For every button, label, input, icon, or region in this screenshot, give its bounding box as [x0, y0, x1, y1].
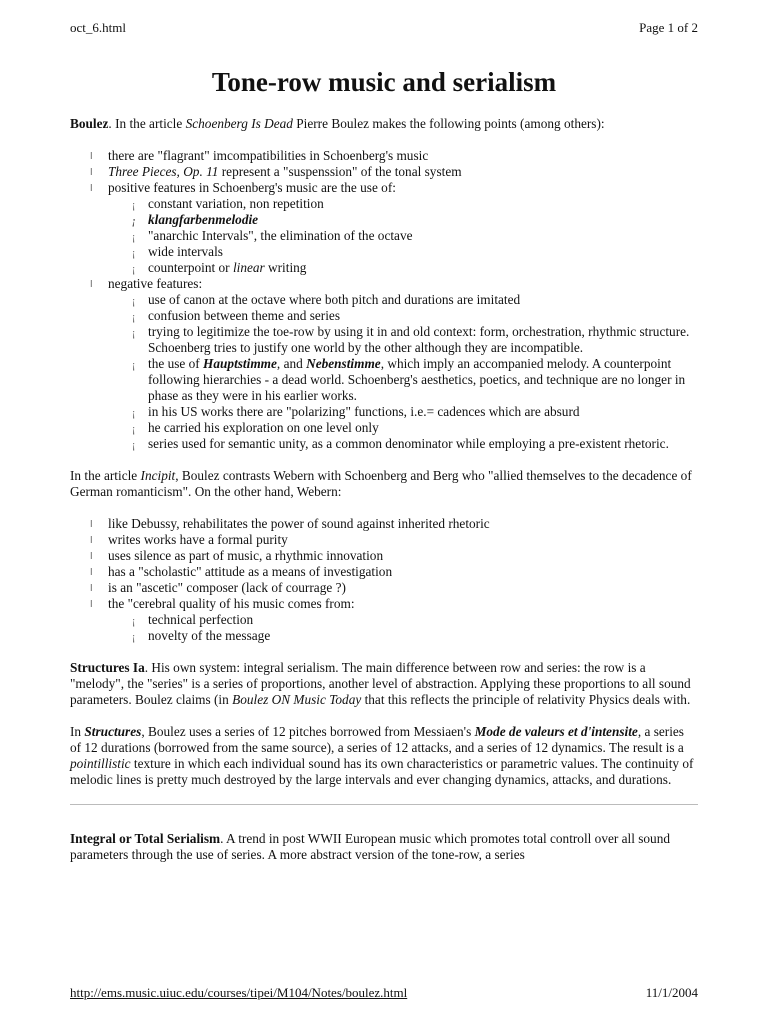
- text: , a series of 12 durations (borrowed from the same source), a series of 12 attacks, and a series of 12 dynamics. The result is a: [70, 724, 684, 755]
- list-item: ¡ technical perfection: [148, 612, 698, 628]
- lead-total-serialism: Integral or Total Serialism: [70, 831, 221, 846]
- text: represent a "suspenssion" of the tonal system: [218, 164, 462, 179]
- text: In: [70, 724, 85, 739]
- text: negative features:: [108, 276, 203, 291]
- negative-features-list: [108, 292, 698, 452]
- list-item: ¡ novelty of the message: [148, 628, 698, 644]
- cerebral-quality-list: [108, 612, 698, 644]
- text: . A trend in post WWII European music which promotes total controll over all sound parameters through the use of series. A more abstract version of the tone-row, a series: [70, 831, 671, 862]
- list-item: ¡ use of canon at the octave where both pitch and durations are imitated: [148, 292, 698, 308]
- webern-points-list: [70, 516, 698, 644]
- paragraph-structures: [70, 724, 698, 788]
- document-body: [70, 60, 698, 879]
- list-item: ¡ trying to legitimize the toe-row by using it in and old context: form, orchestration, rhythmic structure. Schoenberg tries to justify one world by the other although they are incompatible.: [148, 324, 698, 356]
- footer-date: 11/1/2004: [645, 985, 698, 1000]
- emphasis: pointillistic: [70, 756, 131, 771]
- list-item: [108, 180, 698, 276]
- text: . His own system: integral serialism. The main difference between row and series: the row is a "melody", the "series" is a series of proportions, another level of abstraction. Applying these proportions to all sound parameters. Boulez claims (in: [70, 660, 691, 707]
- list-item: ¡ in his US works there are "polarizing" functions, i.e.= cadences which are absurd: [148, 404, 698, 420]
- footer-url-link[interactable]: http://ems.music.uiuc.edu/courses/tipei/M104/Notes/boulez.html: [70, 985, 408, 1000]
- positive-features-list: [108, 196, 698, 276]
- header-page-number: Page 1 of 2: [639, 20, 698, 35]
- header-filename: oct_6.html: [70, 20, 126, 35]
- list-item: [108, 596, 698, 644]
- list-item: l uses silence as part of music, a rhythmic innovation: [108, 548, 698, 564]
- paragraph-incipit: [70, 468, 698, 500]
- list-item: ¡ confusion between theme and series: [148, 308, 698, 324]
- list-item: [108, 276, 698, 452]
- text: , Boulez uses a series of 12 pitches borrowed from Messiaen's: [141, 724, 475, 739]
- text: counterpoint or: [148, 260, 233, 275]
- list-item: l writes works have a formal purity: [108, 532, 698, 548]
- text: positive features in Schoenberg's music are the use of:: [108, 180, 396, 195]
- list-item: ¡ he carried his exploration on one level only: [148, 420, 698, 436]
- article-title: Schoenberg Is Dead: [185, 116, 293, 131]
- section-divider: [70, 804, 698, 805]
- text: , and: [276, 356, 307, 371]
- page-title: Tone-row music and serialism: [211, 67, 557, 97]
- schoenberg-points-list: [70, 148, 698, 452]
- list-item: ¡ "anarchic Intervals", the elimination of the octave: [148, 228, 698, 244]
- text: writing: [264, 260, 307, 275]
- list-item: l there are "flagrant" imcompatibilities in Schoenberg's music: [108, 148, 698, 164]
- paragraph-boulez-intro: [70, 116, 698, 132]
- list-item: ¡ constant variation, non repetition: [148, 196, 698, 212]
- term-hauptstimme: Hauptstimme: [203, 356, 277, 371]
- list-item: l has a "scholastic" attitude as a means of investigation: [108, 564, 698, 580]
- lead-boulez: Boulez: [70, 116, 109, 131]
- list-item: l like Debussy, rehabilitates the power of sound against inherited rhetoric: [108, 516, 698, 532]
- text: . In the article: [108, 116, 186, 131]
- text: Pierre Boulez makes the following points (among others):: [292, 116, 605, 131]
- term-nebenstimme: Nebenstimme: [306, 356, 381, 371]
- list-item: ¡ klangfarbenmelodie: [148, 212, 698, 228]
- work-title: Three Pieces, Op. 11: [108, 164, 219, 179]
- text: the "cerebral quality of his music comes from:: [108, 596, 355, 611]
- text: In the article: [70, 468, 141, 483]
- text: that this reflects the principle of relativity Physics deals with.: [361, 692, 691, 707]
- text: , which imply an accompanied melody. A counterpoint following hierarchies - a dead world. Schoenberg's aesthetics, poetics, and technique are no longer in phase as they were in his earlier works.: [148, 356, 686, 403]
- work-title: Structures: [84, 724, 142, 739]
- list-item: [108, 164, 698, 180]
- list-item: ¡ wide intervals: [148, 244, 698, 260]
- book-title: Boulez ON Music Today: [232, 692, 362, 707]
- list-item: [148, 260, 698, 276]
- list-item: [148, 356, 698, 404]
- paragraph-structures-ia: [70, 660, 698, 708]
- list-item: ¡ series used for semantic unity, as a common denominator while employing a pre-existent rhetoric.: [148, 436, 698, 452]
- text: , Boulez contrasts Webern with Schoenberg and Berg who "allied themselves to the decadence of German romanticism". On the other hand, Webern:: [70, 468, 692, 499]
- text: texture in which each individual sound has its own characteristics or parametric values. The continuity of melodic lines is pretty much destroyed by the large intervals and ever changing dynamics, attacks, and durations.: [70, 756, 694, 787]
- list-item: l is an "ascetic" composer (lack of courrage ?): [108, 580, 698, 596]
- paragraph-total-serialism: [70, 831, 698, 863]
- article-title: Incipit: [140, 468, 176, 483]
- lead-structures: Structures Ia: [70, 660, 145, 675]
- text: the use of: [148, 356, 204, 371]
- work-title: Mode de valeurs et d'intensite: [474, 724, 638, 739]
- emphasis: linear: [232, 260, 265, 275]
